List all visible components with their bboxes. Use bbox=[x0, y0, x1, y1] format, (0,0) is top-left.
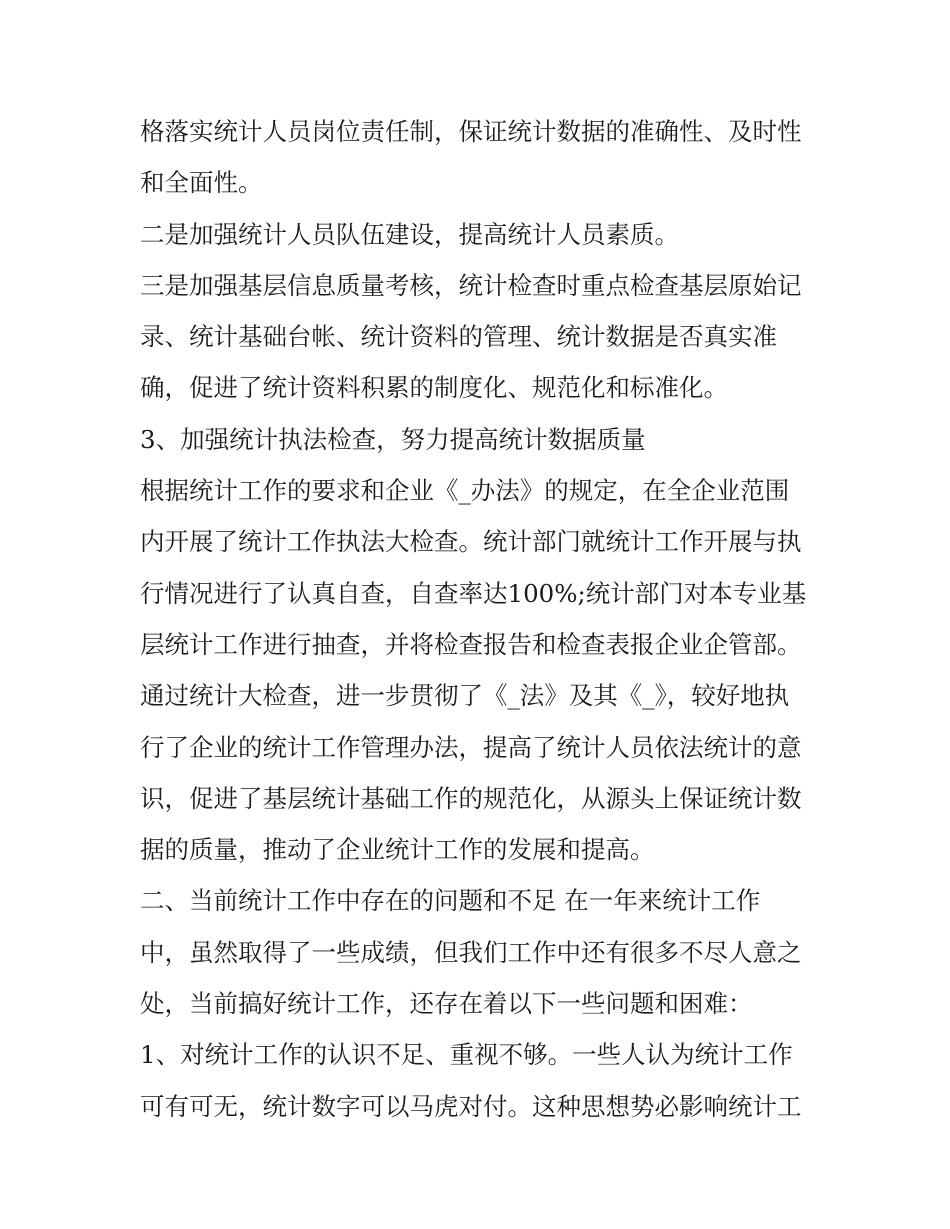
text-line: 格落实统计人员岗位责任制，保证统计数据的准确性、及时性 bbox=[140, 117, 802, 146]
text-line: 据的质量，推动了企业统计工作的发展和提高。 bbox=[140, 835, 655, 865]
text-line: 确，促进了统计资料积累的制度化、规范化和标准化。 bbox=[140, 373, 728, 403]
section-heading: 3、加强统计执法检查，努力提高统计数据质量 bbox=[140, 424, 646, 454]
text-line: 处，当前搞好统计工作，还存在着以下一些问题和困难： bbox=[140, 989, 753, 1019]
text-line: 二是加强统计人员队伍建设，提高统计人员素质。 bbox=[140, 219, 679, 249]
text-line: 和全面性。 bbox=[140, 168, 263, 198]
text-line: 内开展了统计工作执法大检查。统计部门就统计工作开展与执 bbox=[140, 527, 802, 557]
text-line: 可有可无，统计数字可以马虎对付。这种思想势必影响统计工 bbox=[140, 1091, 802, 1121]
document-body bbox=[140, 106, 820, 1132]
text-line: 1、对统计工作的认识不足、重视不够。一些人认为统计工作 bbox=[140, 1040, 793, 1070]
text-line: 通过统计大检查，进一步贯彻了《_法》及其《_》，较好地执 bbox=[140, 681, 790, 711]
section-heading: 二、当前统计工作中存在的问题和不足 在一年来统计工作 bbox=[140, 886, 761, 916]
text-line: 行情况进行了认真自查，自查率达100%;统计部门对本专业基 bbox=[140, 578, 807, 608]
text-line: 三是加强基层信息质量考核，统计检查时重点检查基层原始记 bbox=[140, 270, 802, 300]
text-line: 行了企业的统计工作管理办法，提高了统计人员依法统计的意 bbox=[140, 732, 802, 762]
text-line: 层统计工作进行抽查，并将检查报告和检查表报企业企管部。 bbox=[140, 629, 802, 659]
text-line: 识，促进了基层统计基础工作的规范化，从源头上保证统计数 bbox=[140, 783, 802, 813]
text-line: 录、统计基础台帐、统计资料的管理、统计数据是否真实准 bbox=[140, 322, 777, 352]
text-line: 根据统计工作的要求和企业《_办法》的规定，在全企业范围 bbox=[140, 476, 790, 506]
text-line: 中，虽然取得了一些成绩，但我们工作中还有很多不尽人意之 bbox=[140, 937, 802, 967]
